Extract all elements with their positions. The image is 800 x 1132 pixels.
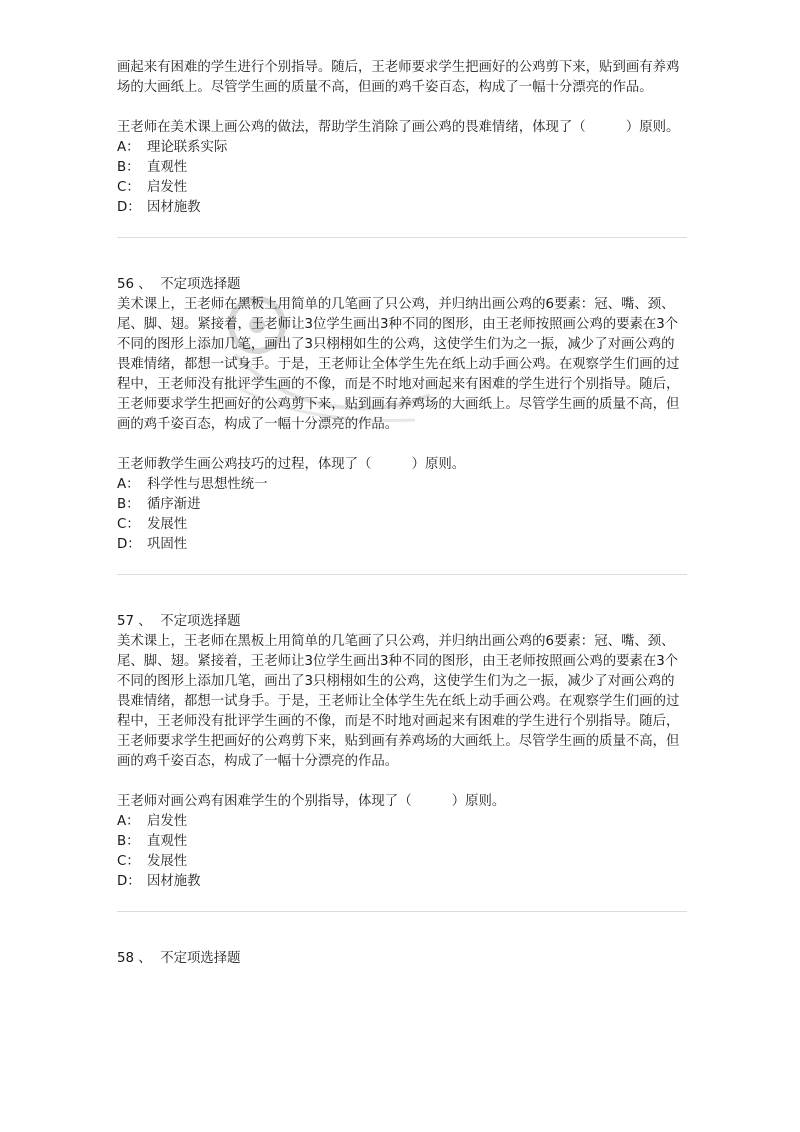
option-key: A： — [117, 477, 140, 492]
option-key: A： — [117, 140, 140, 155]
option-c[interactable] — [117, 178, 687, 198]
option-text: 科学性与思想性统一 — [147, 477, 268, 492]
option-c[interactable] — [117, 515, 687, 535]
option-text: 直观性 — [147, 160, 188, 175]
option-key: B： — [117, 834, 140, 849]
option-d[interactable] — [117, 535, 687, 555]
option-key: A： — [117, 814, 140, 829]
option-key: C： — [117, 180, 140, 195]
question-prompt: 王老师在美术课上画公鸡的做法，帮助学生消除了画公鸡的畏难情绪，体现了（ ）原则。 — [117, 120, 680, 135]
question-stem-fragment: 画起来有困难的学生进行个别指导。随后，王老师要求学生把画好的公鸡剪下来，贴到画有养鸡场的大画纸上。尽管学生画的质量不高，但画的鸡千姿百态，构成了一幅十分漂亮的作品。 — [117, 60, 680, 95]
question-type: 不定项选择题 — [160, 277, 241, 292]
question-type: 不定项选择题 — [160, 614, 241, 629]
option-text: 因材施教 — [147, 200, 201, 215]
question-prompt: 王老师教学生画公鸡技巧的过程，体现了（ ）原则。 — [117, 457, 466, 472]
option-text: 巩固性 — [147, 537, 188, 552]
question-type: 不定项选择题 — [160, 951, 241, 966]
question-57 — [117, 612, 687, 892]
question-number: 56 、 — [117, 277, 152, 292]
option-key: D： — [117, 874, 141, 889]
option-b[interactable] — [117, 832, 687, 852]
option-c[interactable] — [117, 852, 687, 872]
question-55-fragment — [117, 58, 687, 218]
option-b[interactable] — [117, 158, 687, 178]
option-a[interactable] — [117, 475, 687, 495]
question-stem: 美术课上，王老师在黑板上用简单的几笔画了只公鸡，并归纳出画公鸡的6要素：冠、嘴、颈、尾、脚、翅。紧接着，王老师让3位学生画出3种不同的图形，由王老师按照画公鸡的要素在3个不同的图形上添加几笔，画出了3只栩栩如生的公鸡，这使学生们为之一振，减少了对画公鸡的畏难情绪，都想一试身手。于是，王老师让全体学生先在纸上动手画公鸡。在观察学生们画的过程中，王老师没有批评学生画的不像，而是不时地对画起来有困难的学生进行个别指导。随后，王老师要求学生把画好的公鸡剪下来，贴到画有养鸡场的大画纸上。尽管学生画的质量不高，但画的鸡千姿百态，构成了一幅十分漂亮的作品。 — [117, 634, 680, 769]
option-d[interactable] — [117, 872, 687, 892]
question-prompt: 王老师对画公鸡有困难学生的个别指导，体现了（ ）原则。 — [117, 794, 506, 809]
option-text: 启发性 — [147, 814, 188, 829]
option-text: 直观性 — [147, 834, 188, 849]
option-a[interactable] — [117, 812, 687, 832]
question-header — [117, 612, 687, 632]
document-page — [117, 58, 687, 969]
option-key: D： — [117, 200, 141, 215]
option-text: 发展性 — [147, 854, 188, 869]
question-header — [117, 275, 687, 295]
question-number: 58 、 — [117, 951, 152, 966]
option-key: B： — [117, 497, 140, 512]
question-header — [117, 949, 687, 969]
question-number: 57 、 — [117, 614, 152, 629]
option-key: C： — [117, 854, 140, 869]
option-text: 因材施教 — [147, 874, 201, 889]
option-b[interactable] — [117, 495, 687, 515]
option-text: 发展性 — [147, 517, 188, 532]
option-key: D： — [117, 537, 141, 552]
option-a[interactable] — [117, 138, 687, 158]
question-58 — [117, 949, 687, 969]
question-stem: 美术课上，王老师在黑板上用简单的几笔画了只公鸡，并归纳出画公鸡的6要素：冠、嘴、颈、尾、脚、翅。紧接着，王老师让3位学生画出3种不同的图形，由王老师按照画公鸡的要素在3个不同的图形上添加几笔，画出了3只栩栩如生的公鸡，这使学生们为之一振，减少了对画公鸡的畏难情绪，都想一试身手。于是，王老师让全体学生先在纸上动手画公鸡。在观察学生们画的过程中，王老师没有批评学生画的不像，而是不时地对画起来有困难的学生进行个别指导。随后，王老师要求学生把画好的公鸡剪下来，贴到画有养鸡场的大画纸上。尽管学生画的质量不高，但画的鸡千姿百态，构成了一幅十分漂亮的作品。 — [117, 297, 680, 432]
option-text: 理论联系实际 — [147, 140, 228, 155]
option-key: C： — [117, 517, 140, 532]
option-text: 启发性 — [147, 180, 188, 195]
option-d[interactable] — [117, 198, 687, 218]
option-text: 循序渐进 — [147, 497, 201, 512]
option-key: B： — [117, 160, 140, 175]
question-56 — [117, 275, 687, 555]
